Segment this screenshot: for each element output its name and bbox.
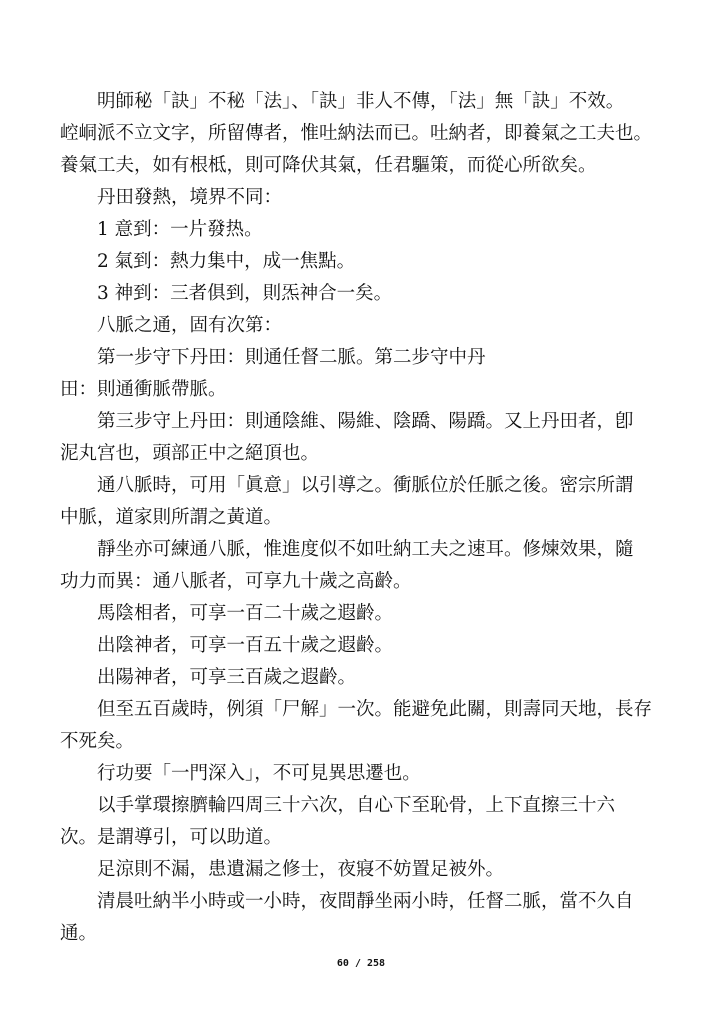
text-line: 丹田發熱，境界不同： (97, 187, 283, 208)
text-line: 不死矣。 (60, 731, 135, 752)
text-line: 田：則通衝脈帶脈。 (60, 379, 227, 400)
text-line: 八脈之通，固有次第： (97, 315, 283, 336)
text-line: 馬陰相者，可享一百二十歲之遐齡。 (97, 603, 394, 624)
text-line: 明師秘「訣」不秘「法」、「訣」非人不傳，「法」無「訣」不效。 (97, 91, 625, 112)
text-line: 第一步守下丹田：則通任督二脈。第二步守中丹 (97, 347, 486, 368)
text-line: 2 氣到：熱力集中，成一焦點。 (97, 251, 356, 272)
text-line: 出陽神者，可享三百歲之遐齡。 (97, 667, 357, 688)
text-line: 第三步守上丹田：則通陰維、陽維、陰蹻、陽蹻。又上丹田者，卽 (97, 411, 634, 432)
text-line: 功力而異：通八脈者，可享九十歲之高齡。 (60, 571, 412, 592)
page-number: 60 / 258 (336, 958, 386, 969)
text-line: 中脈，道家則所謂之黃道。 (60, 507, 283, 528)
text-line: 3 神到：三者俱到，則炁神合一矣。 (97, 283, 393, 304)
text-line: 足涼則不漏，患遺漏之修士，夜寢不妨置足被外。 (97, 859, 505, 880)
text-line: 通。 (60, 923, 98, 944)
text-line: 行功要「一門深入」，不可見異思遷也。 (97, 763, 421, 784)
text-line: 次。是謂導引，可以助道。 (60, 827, 283, 848)
text-line: 1 意到：一片發热。 (97, 219, 263, 240)
text-line: 靜坐亦可練通八脈，惟進度似不如吐納工夫之速耳。修煉效果，隨 (97, 539, 634, 560)
text-line: 但至五百歲時，例須「尸解」一次。能避免此關，則壽同天地，長存 (97, 699, 653, 720)
text-line: 清晨吐納半小時或一小時，夜間靜坐兩小時，任督二脈，當不久自 (97, 891, 634, 912)
text-line: 以手掌環擦臍輪四周三十六次，自心下至恥骨，上下直擦三十六 (97, 795, 616, 816)
text-line: 通八脈時，可用「眞意」以引導之。衝脈位於任脈之後。密宗所謂 (97, 475, 634, 496)
text-line: 養氣工夫，如有根柢，則可降伏其氣，任君驅策，而從心所欲矣。 (60, 155, 597, 176)
text-line: 泥丸宫也，頭部正中之絕頂也。 (60, 443, 320, 464)
body-text (60, 86, 672, 950)
text-line: 出陰神者，可享一百五十歲之遐齡。 (97, 635, 394, 656)
text-line: 崆峒派不立文字，所留傳者，惟吐納法而已。吐納者，即養氣之工夫也。 (60, 123, 653, 144)
